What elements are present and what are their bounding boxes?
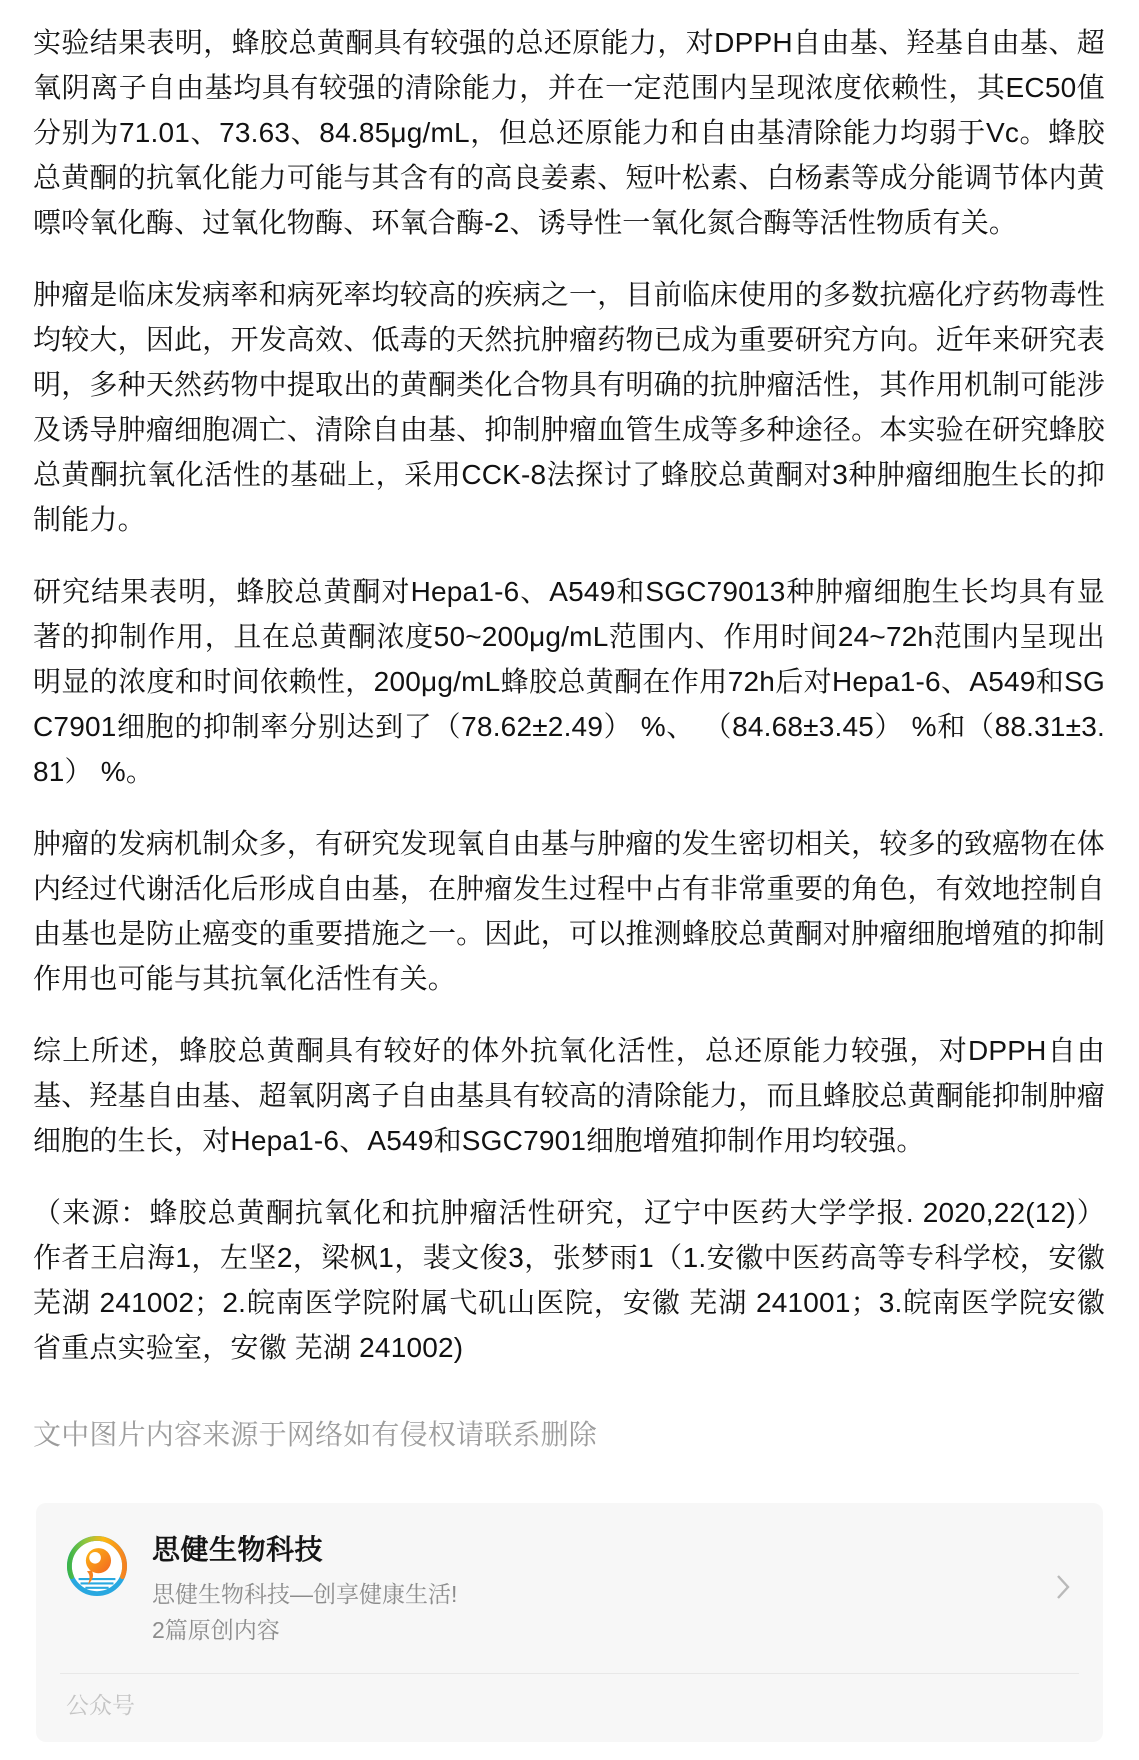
article-paragraph: 研究结果表明，蜂胶总黄酮对Hepa1-6、A549和SGC79013种肿瘤细胞生长均具有显著的抑制作用，且在总黄酮浓度50~200μg/mL范围内、作用时间24~72h范围内呈现出明显的浓度和时间依赖性，200μg/mL蜂胶总黄酮在作用72h后对Hepa1-6、A549和SGC7901细胞的抑制率分别达到了（78.62±2.49） %、 （84.68±3.45） %和（88.31±3.81） %。 (33, 576, 1105, 787)
account-original-count: 2篇原创内容 (152, 1617, 280, 1643)
chevron-right-icon[interactable] (1053, 1569, 1073, 1610)
article-paragraph: 肿瘤是临床发病率和病死率均较高的疾病之一，目前临床使用的多数抗癌化疗药物毒性均较大，因此，开发高效、低毒的天然抗肿瘤药物已成为重要研究方向。近年来研究表明，多种天然药物中提取出的黄酮类化合物具有明确的抗肿瘤活性，其作用机制可能涉及诱导肿瘤细胞凋亡、清除自由基、抑制肿瘤血管生成等多种途径。本实验在研究蜂胶总黄酮抗氧化活性的基础上，采用CCK-8法探讨了蜂胶总黄酮对3种肿瘤细胞生长的抑制能力。 (33, 279, 1105, 535)
official-account-label: 公众号 (66, 1692, 135, 1718)
account-name: 思健生物科技 (152, 1534, 324, 1565)
article-source-paragraph: （来源：蜂胶总黄酮抗氧化和抗肿瘤活性研究，辽宁中医药大学学报. 2020,22(12)） 作者王启海1，左坚2，梁枫1，裴文俊3，张梦雨1（1.安徽中医药高等专科学校，安徽 芜湖 241002；2.皖南医学院附属弋矶山医院，安徽 芜湖 241001；3.皖南医学院安徽省重点实验室，安徽 芜湖 241002) (33, 1197, 1105, 1363)
article-paragraph: 肿瘤的发病机制众多，有研究发现氧自由基与肿瘤的发生密切相关，较多的致癌物在体内经过代谢活化后形成自由基，在肿瘤发生过程中占有非常重要的角色，有效地控制自由基也是防止癌变的重要措施之一。因此，可以推测蜂胶总黄酮对肿瘤细胞增殖的抑制作用也可能与其抗氧化活性有关。 (33, 828, 1105, 994)
account-description: 思健生物科技—创享健康生活! (152, 1581, 458, 1607)
official-account-card[interactable] (36, 1503, 1103, 1742)
image-disclaimer-text: 文中图片内容来源于网络如有侵权请联系删除 (33, 1419, 598, 1450)
sijian-biotech-logo-icon (66, 1535, 128, 1597)
official-account-card-main (66, 1533, 1073, 1645)
article-paragraph: 实验结果表明，蜂胶总黄酮具有较强的总还原能力，对DPPH自由基、羟基自由基、超氧阴离子自由基均具有较强的清除能力，并在一定范围内呈现浓度依赖性，其EC50值分别为71.01、73.63、84.85μg/mL，但总还原能力和自由基清除能力均弱于Vc。蜂胶总黄酮的抗氧化能力可能与其含有的高良姜素、短叶松素、白杨素等成分能调节体内黄嘌呤氧化酶、过氧化物酶、环氧合酶-2、诱导性一氧化氮合酶等活性物质有关。 (33, 27, 1105, 238)
official-account-info (152, 1533, 1053, 1645)
article-paragraph: 综上所述，蜂胶总黄酮具有较好的体外抗氧化活性，总还原能力较强，对DPPH自由基、羟基自由基、超氧阴离子自由基具有较高的清除能力，而且蜂胶总黄酮能抑制肿瘤细胞的生长，对Hepa1-6、A549和SGC7901细胞增殖抑制作用均较强。 (33, 1035, 1105, 1156)
